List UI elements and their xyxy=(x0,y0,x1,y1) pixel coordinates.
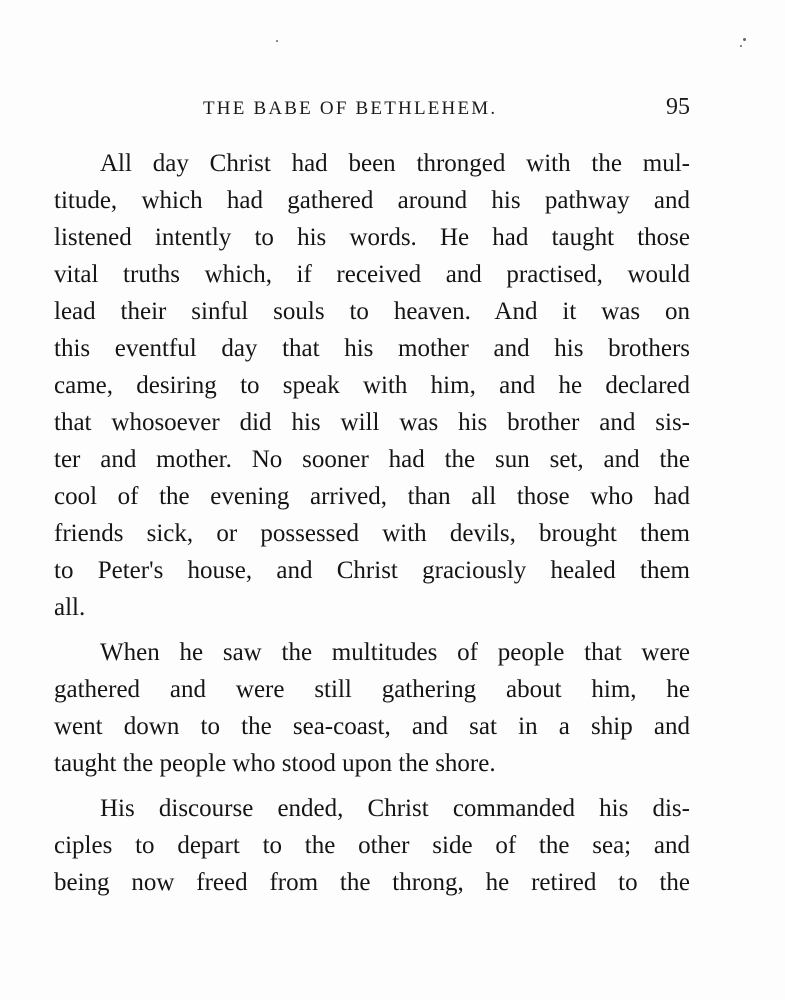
text-line: all. xyxy=(54,594,86,621)
paragraph xyxy=(54,145,690,626)
text-line: being now freed from the throng, he retired to the xyxy=(54,869,690,896)
text-line: vital truths which, if received and practised, would xyxy=(54,261,690,288)
ink-speck xyxy=(740,45,742,47)
running-title: THE BABE OF BETHLEHEM. xyxy=(203,98,498,119)
text-line: to Peter's house, and Christ graciously healed them xyxy=(54,557,690,584)
ink-speck xyxy=(743,38,746,41)
text-line: friends sick, or possessed with devils, brought them xyxy=(54,520,690,547)
page-number: 95 xyxy=(666,94,690,120)
text-line: His discourse ended, Christ commanded his dis- xyxy=(100,795,690,822)
text-line: came, desiring to speak with him, and he declared xyxy=(54,372,690,399)
text-line: All day Christ had been thronged with the mul- xyxy=(100,150,690,177)
ink-speck xyxy=(276,40,278,42)
text-line: this eventful day that his mother and his brothers xyxy=(54,335,690,362)
paragraph xyxy=(54,790,690,901)
text-line: ciples to depart to the other side of the sea; and xyxy=(54,832,690,859)
text-line: cool of the evening arrived, than all those who had xyxy=(54,483,690,510)
body-text xyxy=(54,145,690,901)
text-line: gathered and were still gathering about him, he xyxy=(54,676,690,703)
text-line: lead their sinful souls to heaven. And it was on xyxy=(54,298,690,325)
text-line: that whosoever did his will was his brother and sis- xyxy=(54,409,690,436)
text-line: ter and mother. No sooner had the sun set, and the xyxy=(54,446,690,473)
text-line: titude, which had gathered around his pathway and xyxy=(54,187,690,214)
text-line: When he saw the multitudes of people that were xyxy=(100,639,690,666)
paragraph xyxy=(54,634,690,782)
text-line: listened intently to his words. He had taught those xyxy=(54,224,690,251)
running-header xyxy=(54,94,690,126)
text-line: taught the people who stood upon the shore. xyxy=(54,750,496,777)
text-line: went down to the sea-coast, and sat in a ship and xyxy=(54,713,690,740)
